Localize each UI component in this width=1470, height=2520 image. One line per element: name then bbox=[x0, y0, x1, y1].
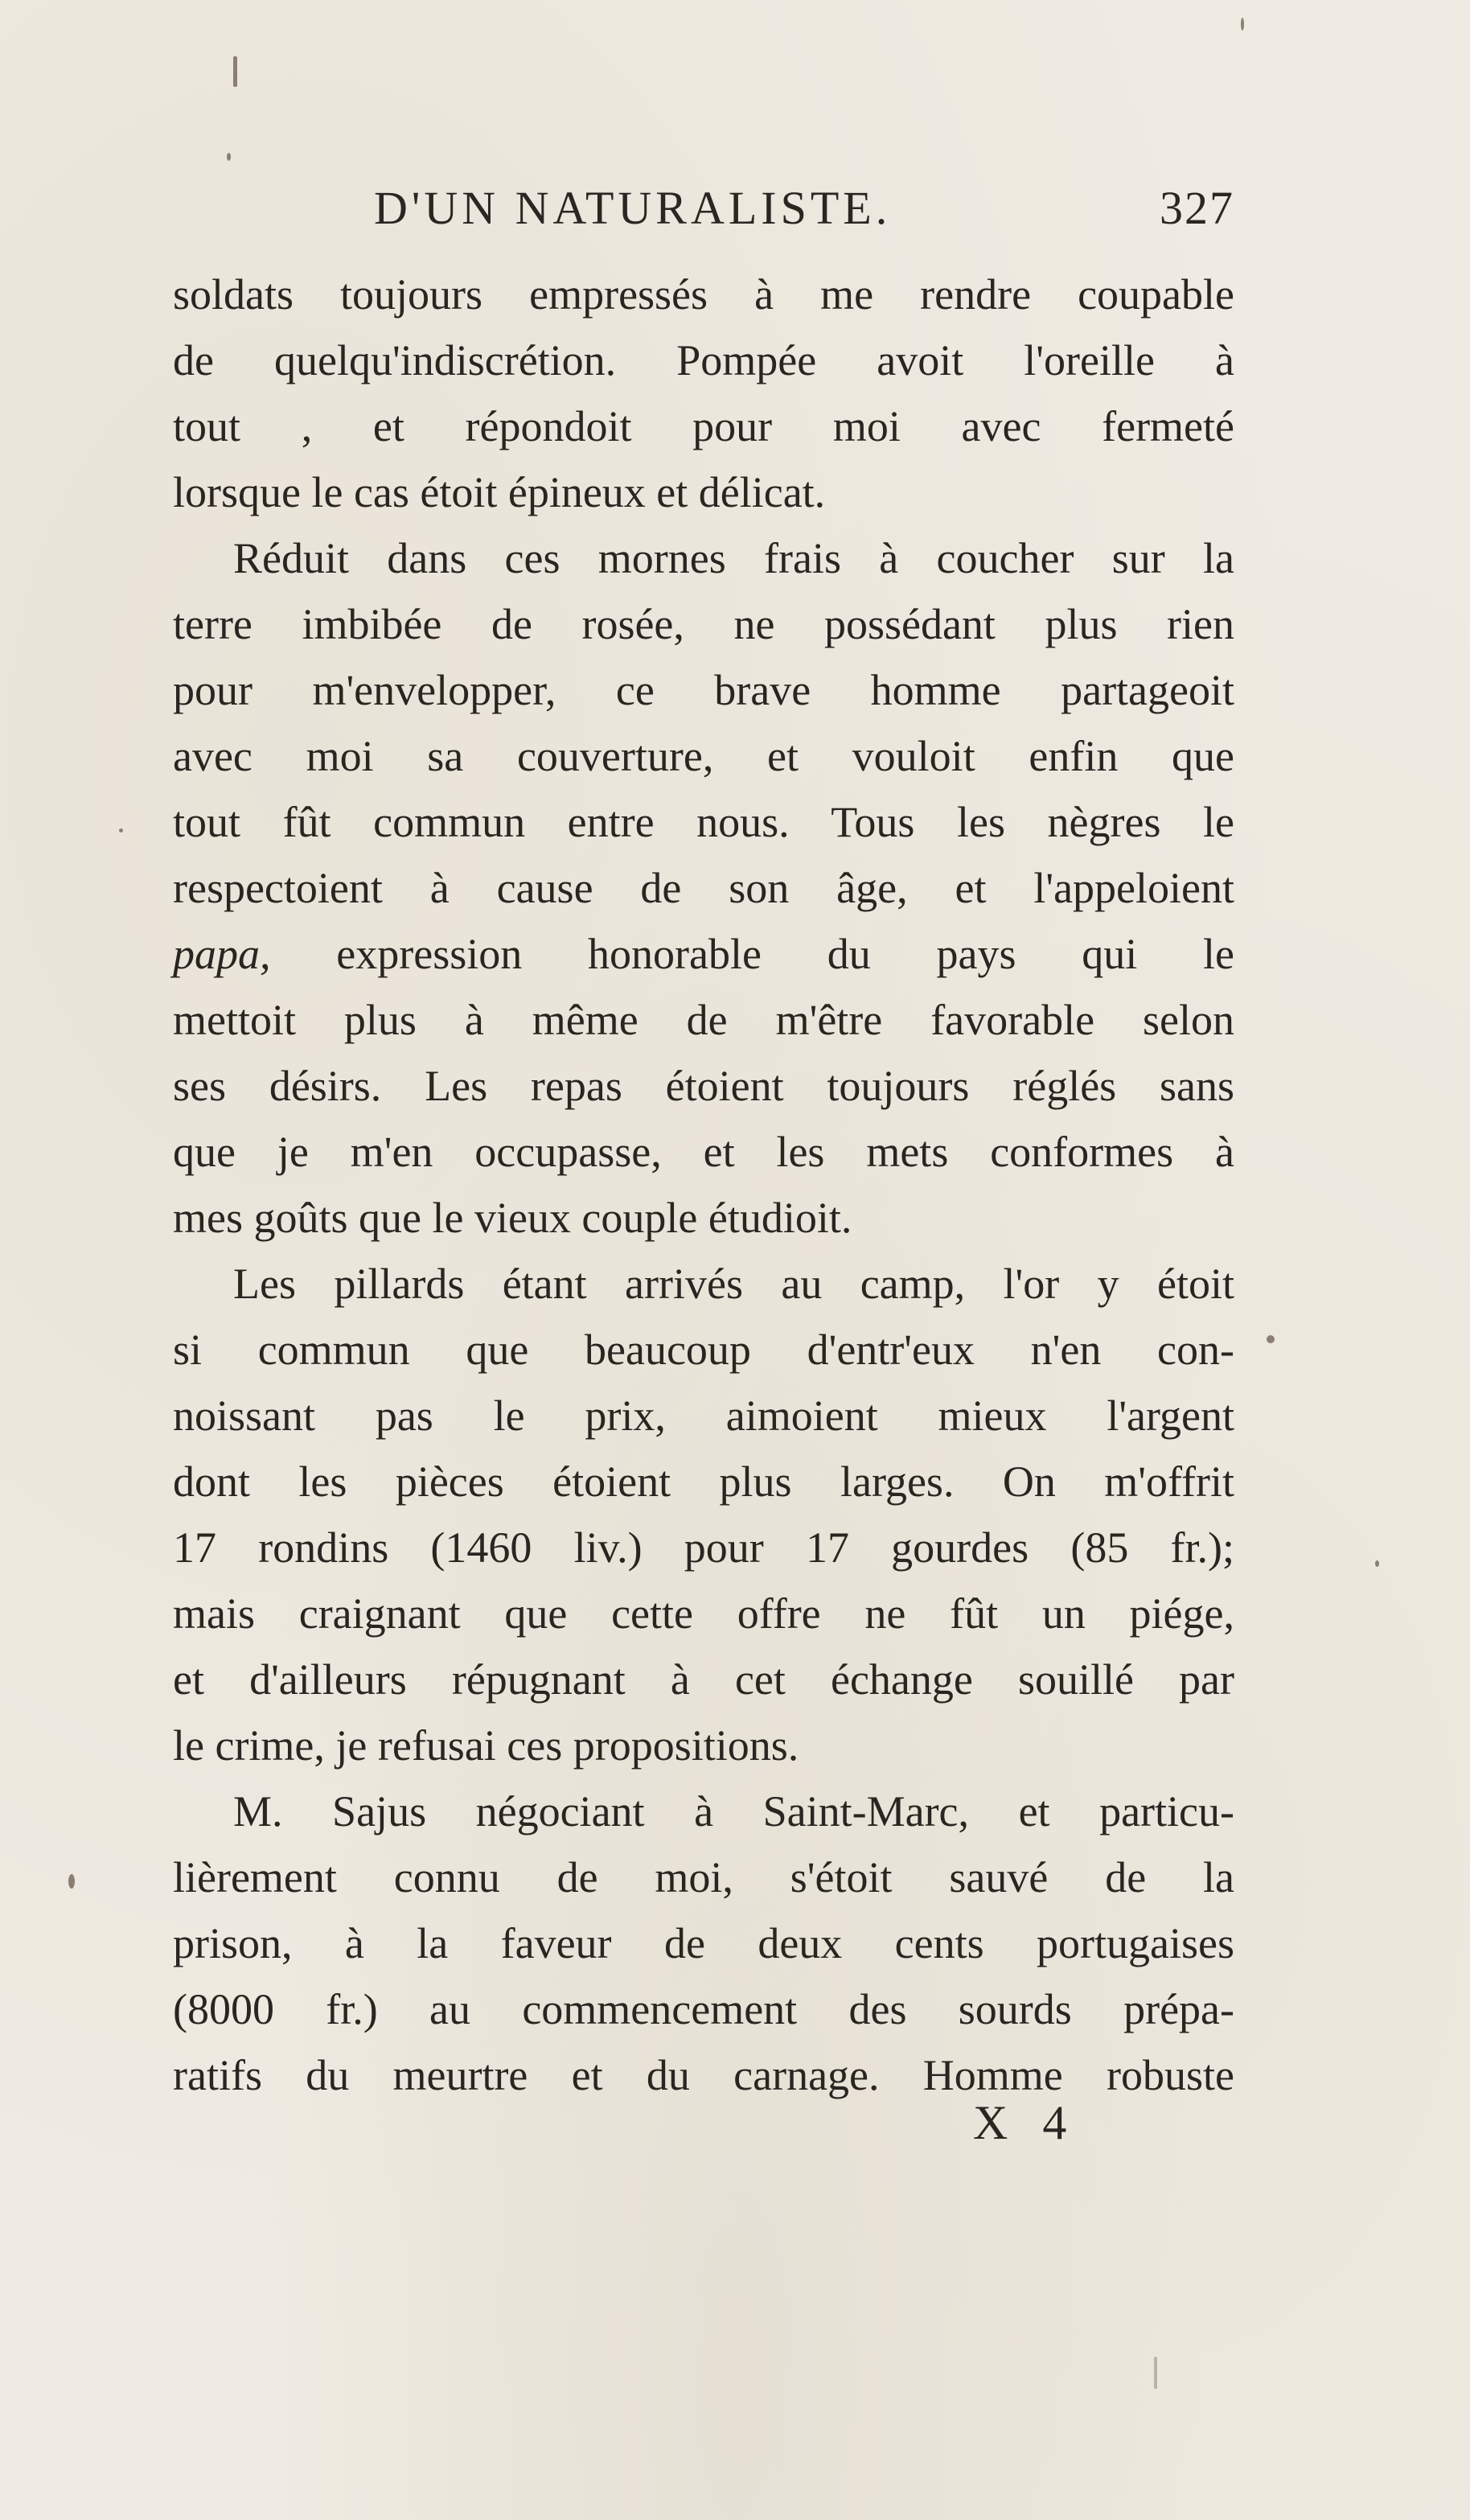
text-line: lorsque le cas étoit épineux et délicat. bbox=[173, 468, 826, 516]
text-line: si commun que beaucoup d'entr'eux n'en con- bbox=[173, 1326, 1234, 1374]
text-line: et d'ailleurs répugnant à cet échange souillé par bbox=[173, 1655, 1234, 1704]
text-line: terre imbibée de rosée, ne possédant plus rien bbox=[173, 600, 1234, 648]
page-header bbox=[173, 181, 1234, 253]
text-line: dont les pièces étoient plus larges. On m'offrit bbox=[173, 1457, 1234, 1506]
text-line: mettoit plus à même de m'être favorable selon bbox=[173, 996, 1234, 1044]
text-line-with-italic bbox=[173, 921, 1234, 987]
text-line: tout , et répondoit pour moi avec fermeté bbox=[173, 402, 1234, 450]
paper-speck bbox=[119, 828, 123, 832]
text-line: le crime, je refusai ces propositions. bbox=[173, 1721, 799, 1770]
signature-mark: X 4 bbox=[973, 2096, 1078, 2149]
paper-speck bbox=[233, 56, 237, 87]
italic-word: papa, bbox=[173, 930, 271, 978]
text-line: avec moi sa couverture, et vouloit enfin que bbox=[173, 732, 1234, 780]
paper-speck bbox=[1267, 1335, 1275, 1343]
text-line: mes goûts que le vieux couple étudioit. bbox=[173, 1194, 852, 1242]
text-line: prison, à la faveur de deux cents portugaises bbox=[173, 1919, 1234, 1967]
paper-speck bbox=[1375, 1560, 1379, 1567]
page-number: 327 bbox=[1160, 182, 1234, 234]
paper-speck bbox=[1241, 18, 1244, 31]
text-line: tout fût commun entre nous. Tous les nègres le bbox=[173, 798, 1234, 846]
text-line: que je m'en occupasse, et les mets conformes à bbox=[173, 1128, 1234, 1176]
text-line: lièrement connu de moi, s'étoit sauvé de la bbox=[173, 1853, 1234, 1901]
paragraph-start-line: Réduit dans ces mornes frais à coucher sur la bbox=[233, 534, 1234, 582]
running-title: D'UN NATURALISTE. bbox=[374, 182, 892, 234]
paragraph-start-line: Les pillards étant arrivés au camp, l'or y étoit bbox=[233, 1260, 1234, 1308]
text-line: 17 rondins (1460 liv.) pour 17 gourdes (85 fr.); bbox=[173, 1523, 1234, 1572]
paper-speck bbox=[1154, 2357, 1157, 2389]
paper-speck bbox=[68, 1874, 75, 1889]
text-line: ses désirs. Les repas étoient toujours réglés sans bbox=[173, 1062, 1234, 1110]
paragraph-start-line: M. Sajus négociant à Saint-Marc, et particu- bbox=[233, 1787, 1234, 1836]
text-line: ratifs du meurtre et du carnage. Homme robuste bbox=[173, 2051, 1234, 2099]
text-line-rest: expression honorable du pays qui le bbox=[336, 930, 1235, 978]
text-line: mais craignant que cette offre ne fût un piége, bbox=[173, 1589, 1234, 1638]
text-line: soldats toujours empressés à me rendre coupable bbox=[173, 270, 1234, 319]
text-line: (8000 fr.) au commencement des sourds prépa- bbox=[173, 1985, 1234, 2033]
text-line: noissant pas le prix, aimoient mieux l'argent bbox=[173, 1392, 1234, 1440]
text-line: pour m'envelopper, ce brave homme partageoit bbox=[173, 666, 1234, 714]
paper-speck bbox=[227, 153, 231, 161]
text-line: de quelqu'indiscrétion. Pompée avoit l'oreille à bbox=[173, 336, 1234, 384]
body-text bbox=[173, 261, 1234, 2108]
text-line: respectoient à cause de son âge, et l'appeloient bbox=[173, 864, 1234, 912]
